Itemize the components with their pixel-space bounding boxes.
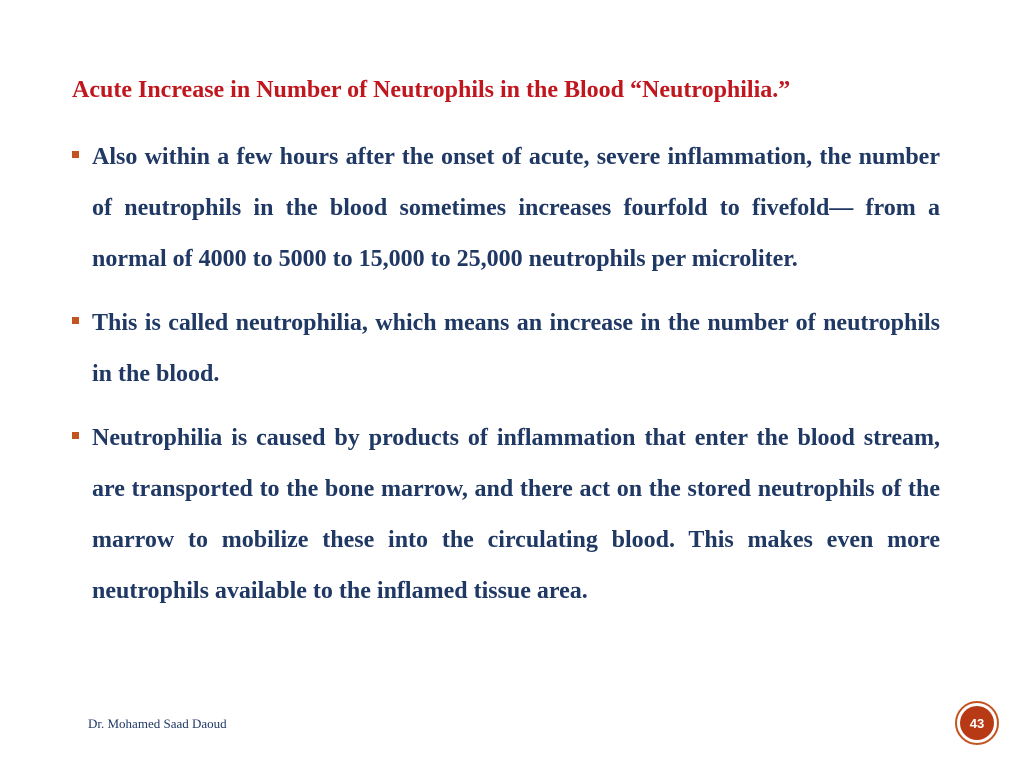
slide-heading: Acute Increase in Number of Neutrophils in the Blood “Neutrophilia.” (72, 77, 791, 103)
bullet-text: This is called neutrophilia, which means an increase in the number of neutrophils in the blood. (92, 310, 940, 387)
author-footer: Dr. Mohamed Saad Daoud (88, 716, 227, 731)
square-bullet-icon (72, 317, 79, 324)
square-bullet-icon (72, 432, 79, 439)
bullet-item (72, 298, 940, 400)
page-number-badge (955, 701, 999, 745)
bullet-text: Also within a few hours after the onset of acute, severe inflammation, the number of neutrophils in the blood sometimes increases fourfold to fivefold— from a normal of 4000 to 5000 to 15,000 to 25,000 neutrophils per microliter. (92, 144, 940, 272)
bullet-text: Neutrophilia is caused by products of inflammation that enter the blood stream, are transported to the bone marrow, and there act on the stored neutrophils of the marrow to mobilize these into the circulating blood. This makes even more neutrophils available to the inflamed tissue area. (92, 425, 940, 604)
page-number: 43 (960, 706, 994, 740)
bullet-list (72, 132, 940, 630)
bullet-item (72, 132, 940, 285)
bullet-item (72, 413, 940, 617)
square-bullet-icon (72, 151, 79, 158)
